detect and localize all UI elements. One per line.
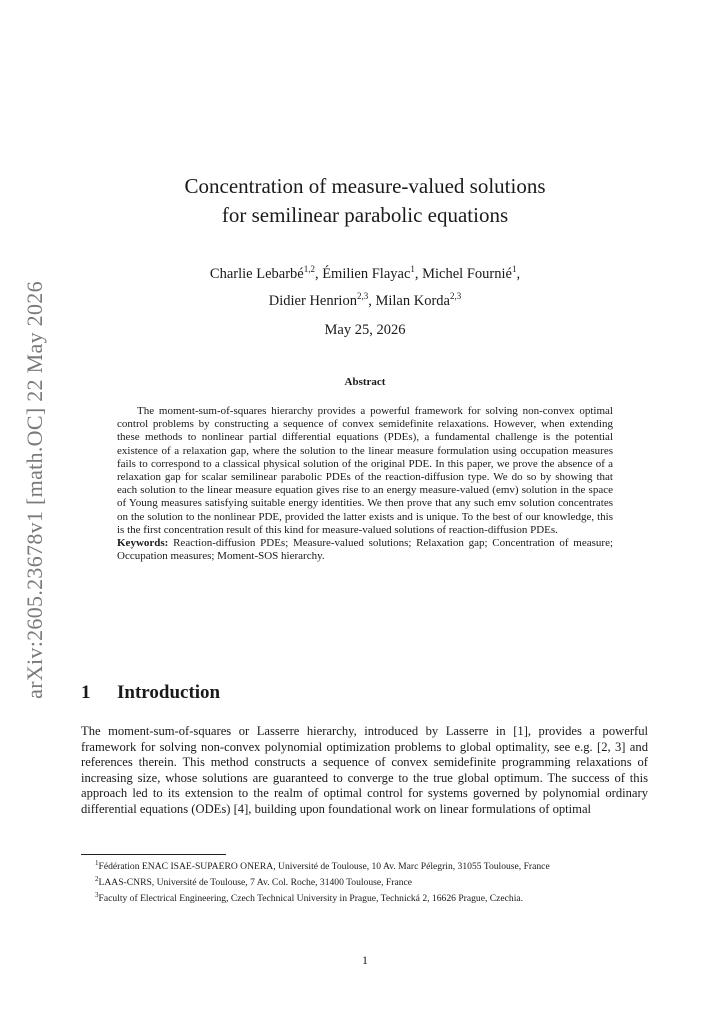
keywords-label: Keywords: (117, 537, 169, 550)
introduction-paragraph: The moment-sum-of-squares or Lasserre hierarchy, introduced by Lasserre in [1], provides a powerful framework for solving non-convex polynomial optimization problems to global optimality, see e.g. [2, 3] and references therein. This method constructs a sequence of convex semidefinite programming relaxations of increasing size, whose solutions are guaranteed to converge to the true global optimum. The success of this approach led to its extension to the realm of optimal control for systems governed by polynomial ordinary differential equations (ODEs) [4], building upon foundational work on linear formulations of optimal (81, 724, 648, 816)
footnote (81, 890, 648, 905)
author-name: Milan Korda (375, 292, 450, 309)
footnote-mark: 1 (95, 859, 99, 867)
footnote (81, 858, 648, 873)
footnote-text: LAAS-CNRS, Université de Toulouse, 7 Av. Col. Roche, 31400 Toulouse, France (98, 876, 413, 888)
author-affiliation: 2,3 (449, 290, 462, 301)
author-name: Didier Henrion (268, 292, 357, 309)
author-name: Émilien Flayac (322, 265, 411, 282)
arxiv-identifier: arXiv:2605.23678v1 [math.OC] 22 May 2026 (22, 281, 47, 699)
keywords-text: Reaction-diffusion PDEs; Measure-valued solutions; Relaxation gap; Concentration of measure; Occupation measures; Moment-SOS hierarchy. (117, 537, 614, 563)
section-heading (81, 682, 220, 704)
title-line-2: for semilinear parabolic equations (221, 203, 509, 227)
title-line-1: Concentration of measure-valued solutions (184, 174, 546, 198)
author-line-2: Didier Henrion$^{2,3}$, Milan Korda$^{2,3}$ (268, 290, 462, 309)
author-list (100, 258, 630, 312)
author-line-1: Charlie Lebarbé$^{1,2}$, Émilien Flayac$^1$, Michel Fournié$^1$, (209, 264, 521, 282)
abstract-block (117, 405, 613, 563)
author-affiliation: 2,3 (356, 290, 369, 301)
footnote-mark: 2 (95, 874, 99, 883)
footnote-rule (81, 854, 226, 855)
introduction-text (81, 724, 648, 818)
author-affiliation: 1,2 (303, 264, 315, 274)
author-affiliation: 1 (511, 264, 517, 274)
keywords-line (117, 537, 613, 563)
author-affiliation: 1 (410, 264, 415, 274)
page-number: 1 (362, 953, 368, 967)
footnotes (81, 858, 648, 905)
abstract-heading: Abstract (344, 376, 386, 388)
author-name: Michel Fournié (422, 265, 512, 282)
author-name: Charlie Lebarbé (209, 265, 304, 282)
arxiv-identifier-sidebar (20, 280, 50, 700)
publication-date: May 25, 2026 (324, 322, 406, 338)
paper-title (100, 172, 630, 230)
footnote-text: Fédération ENAC ISAE-SUPAERO ONERA, Université de Toulouse, 10 Av. Marc Pélegrin, 31055 Toulouse, France (98, 861, 550, 873)
abstract-text: The moment-sum-of-squares hierarchy provides a powerful framework for solving non-convex optimal control problems by constructing a sequence of convex semidefinite relaxations. However, when extending these methods to nonlinear partial differential equations (PDEs), a fundamental challenge is the potential existence of a relaxation gap, where the solution to the linear measure formulation using occupation measures fails to correspond to a classical physical solution of the original PDE. In this paper, we prove the absence of a relaxation gap for scalar semilinear parabolic PDEs of the reaction-diffusion type. We do so by showing that each solution to the linear measure equation gives rise to an energy measure-valued (emv) solution in the space of Young measures satisfying suitable energy identities. We then prove that any such emv solution concentrates on the solution to the nonlinear PDE, provided the latter exists and is unique. To the best of our knowledge, this is the first concentration result of this kind for measure-valued solutions of reaction-diffusion PDEs. (117, 405, 613, 536)
section-number: 1 (81, 682, 91, 703)
footnote-mark: 3 (95, 890, 99, 899)
section-title: Introduction (117, 682, 221, 703)
footnote (81, 874, 648, 889)
footnote-text: Faculty of Electrical Engineering, Czech Technical University in Prague, Technická 2, 16626 Prague, Czechia. (98, 892, 524, 904)
